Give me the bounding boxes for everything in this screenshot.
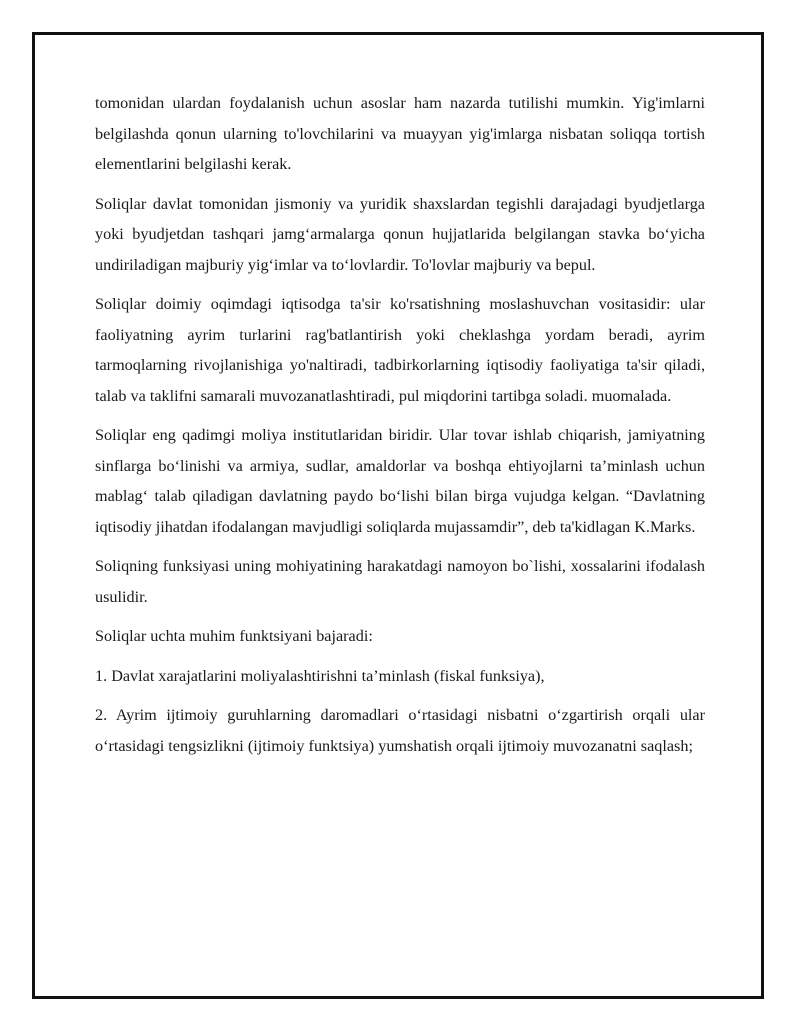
paragraph-tax-function-definition: Soliqning funksiyasi uning mohiyatining harakatdagi namoyon bo`lishi, xossalarini ifodalash usulidir.: [95, 557, 705, 606]
paragraph-tax-economic-influence: Soliqlar doimiy oqimdagi iqtisodga ta'sir ko'rsatishning moslashuvchan vositasidir: ular faoliyatning ayrim turlarini rag'batlantirish yoki cheklashga yordam beradi, ayrim tarmoqlarning rivojlanishiga yo'naltiradi, tadbirkorlarning iqtisodiy faoliyatiga ta'sir qiladi, talab va taklifni samarali muvozanatlashtiradi, pul miqdorini tartibga soladi. muomalada.: [95, 295, 705, 405]
document-body: [95, 88, 705, 770]
paragraph-tax-history: Soliqlar eng qadimgi moliya institutlaridan biridir. Ular tovar ishlab chiqarish, jamiyatning sinflarga bo‘linishi va armiya, sudlar, amaldorlar va boshqa ehtiyojlarni ta’minlash uchun mablag‘ talab qiladigan davlatning paydo bo‘lishi bilan birga vujudga kelgan. “Davlatning iqtisodiy jihatdan ifodalangan mavjudligi soliqlarda mujassamdir”, deb ta'kidlagan K.Marks.: [95, 426, 705, 536]
list-item-social-function: 2. Ayrim ijtimoiy guruhlarning daromadlari o‘rtasidagi nisbatni o‘zgartirish orqali ular o‘rtasidagi tengsizlikni (ijtimoiy funktsiya) yumshatish orqali ijtimoiy muvozanatni saqlash;: [95, 706, 705, 755]
list-item-fiscal-function: 1. Davlat xarajatlarini moliyalashtirishni ta’minlash (fiskal funksiya),: [95, 666, 545, 685]
paragraph-tax-definition: Soliqlar davlat tomonidan jismoniy va yuridik shaxslardan tegishli darajadagi byudjetlarga yoki byudjetdan tashqari jamg‘armalarga qonun hujjatlarida belgilangan stavka bo‘yicha undiriladigan majburiy yig‘imlar va to‘lovlardir. To'lovlar majburiy va bepul.: [95, 194, 705, 274]
paragraph-tax-fees-basis: tomonidan ulardan foydalanish uchun asoslar ham nazarda tutilishi mumkin. Yig'imlarni belgilashda qonun ularning to'lovchilarini va muayyan yig'imlarga nisbatan soliqqa tortish elementlarini belgilashi kerak.: [95, 94, 705, 173]
paragraph-three-functions-intro: Soliqlar uchta muhim funktsiyani bajaradi:: [95, 627, 373, 645]
